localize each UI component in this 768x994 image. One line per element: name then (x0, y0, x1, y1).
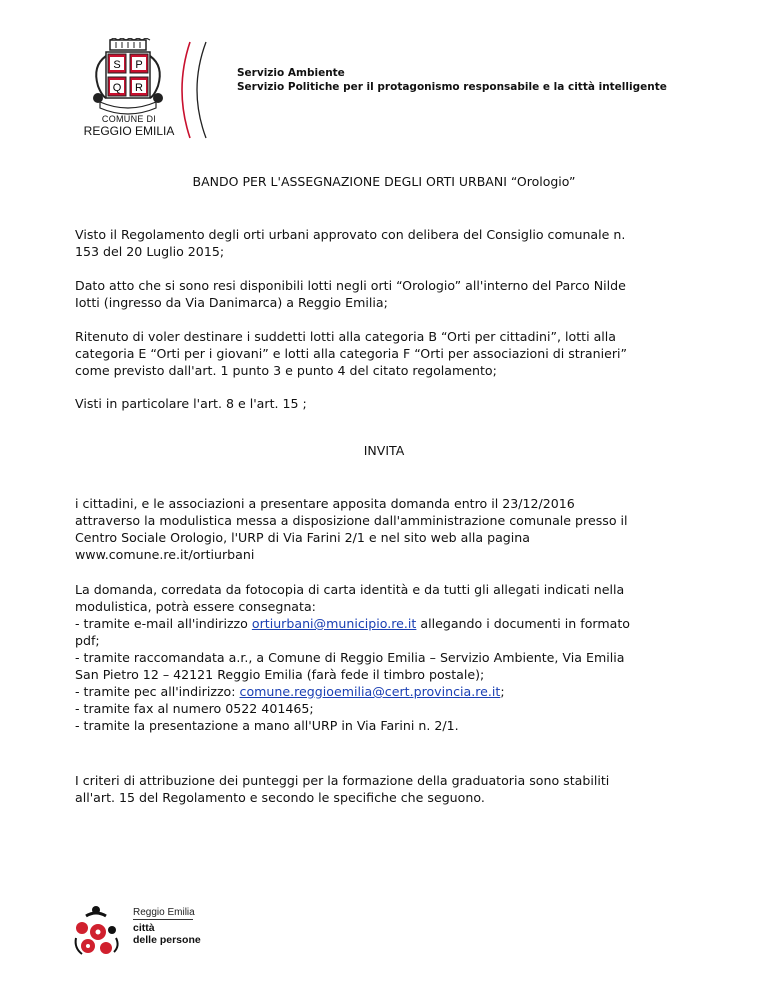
invita-heading: INVITA (363, 443, 405, 458)
text-fragment: allegando i documenti in formato (416, 616, 630, 631)
decorative-arcs-icon (172, 40, 222, 140)
text-line: Centro Sociale Orologio, l'URP di Via Farini 2/1 e nel sito web alla pagina (75, 530, 530, 545)
text-line: all'art. 15 del Regolamento e secondo le specifiche che seguono. (75, 790, 485, 805)
text-line: Dato atto che si sono resi disponibili lotti negli orti “Orologio” all'interno del Parco Nilde (75, 278, 626, 293)
text-line: I criteri di attribuzione dei punteggi per la formazione della graduatoria sono stabiliti (75, 773, 610, 788)
comune-label: COMUNE DI (101, 114, 157, 124)
paragraph-domanda-scadenza (75, 495, 695, 563)
text-fragment: - tramite e-mail all'indirizzo (75, 616, 252, 631)
paragraph-articoli (75, 395, 695, 412)
text-line (75, 683, 695, 700)
text-line: i cittadini, e le associazioni a presentare apposita domanda entro il 23/12/2016 (75, 496, 575, 511)
text-line: Visto il Regolamento degli orti urbani approvato con delibera del Consiglio comunale n. (75, 227, 626, 242)
text-line: pdf; (75, 633, 100, 648)
text-line: Ritenuto di voler destinare i suddetti lotti alla categoria B “Orti per cittadini”, lotti alla (75, 329, 617, 344)
reggio-emilia-crest-icon (78, 38, 178, 124)
paragraph-categorie (75, 328, 695, 379)
text-line: San Pietro 12 – 42121 Reggio Emilia (farà fede il timbro postale); (75, 667, 485, 682)
text-line: La domanda, corredata da fotocopia di carta identità e da tutti gli allegati indicati nella (75, 582, 625, 597)
text-line: attraverso la modulistica messa a disposizione dall'amministrazione comunale presso il (75, 513, 628, 528)
text-line: come previsto dall'art. 1 punto 3 e punto 4 del citato regolamento; (75, 363, 497, 378)
footer-city-name: Reggio Emilia (133, 907, 195, 918)
crest-letter-r: R (135, 82, 143, 94)
crest-letter-q: Q (112, 82, 122, 94)
pec-email-link[interactable]: comune.reggioemilia@cert.provincia.re.it (239, 684, 501, 699)
paragraph-modalita-consegna (75, 581, 695, 734)
text-line: modulistica, potrà essere consegnata: (75, 599, 316, 614)
service-politiche-heading: Servizio Politiche per il protagonismo responsabile e la città intelligente (237, 81, 667, 93)
text-line: - tramite raccomandata a.r., a Comune di Reggio Emilia – Servizio Ambiente, Via Emilia (75, 650, 625, 665)
paragraph-criteri (75, 772, 695, 806)
text-line: Visti in particolare l'art. 8 e l'art. 15 ; (75, 396, 307, 411)
text-line: - tramite la presentazione a mano all'URP in Via Farini n. 2/1. (75, 718, 459, 733)
document-title: BANDO PER L'ASSEGNAZIONE DEGLI ORTI URBANI “Orologio” (192, 174, 576, 189)
text-line: categoria E “Orti per i giovani” e lotti alla categoria F “Orti per associazioni di stranieri” (75, 346, 628, 361)
footer-delle-persone: delle persone (133, 934, 201, 946)
crest-letter-s: S (113, 59, 121, 71)
text-line (75, 615, 695, 632)
email-ortiurbani-link[interactable]: ortiurbani@municipio.re.it (251, 616, 417, 631)
text-line: - tramite fax al numero 0522 401465; (75, 701, 314, 716)
text-fragment: ; (500, 684, 505, 699)
citta-delle-persone-logo-icon (72, 904, 124, 960)
text-line: 153 del 20 Luglio 2015; (75, 244, 225, 259)
footer-citta: città (133, 922, 155, 934)
text-line: Iotti (ingresso da Via Danimarca) a Reggio Emilia; (75, 295, 388, 310)
text-line: www.comune.re.it/ortiurbani (75, 547, 255, 562)
city-name-label: REGGIO EMILIA (83, 124, 175, 138)
text-fragment: - tramite pec all'indirizzo: (75, 684, 240, 699)
footer-divider (133, 919, 193, 920)
paragraph-regolamento (75, 226, 695, 260)
paragraph-lotti-disponibili (75, 277, 695, 311)
service-ambiente-heading: Servizio Ambiente (237, 67, 345, 79)
crest-letter-p: P (135, 59, 143, 71)
